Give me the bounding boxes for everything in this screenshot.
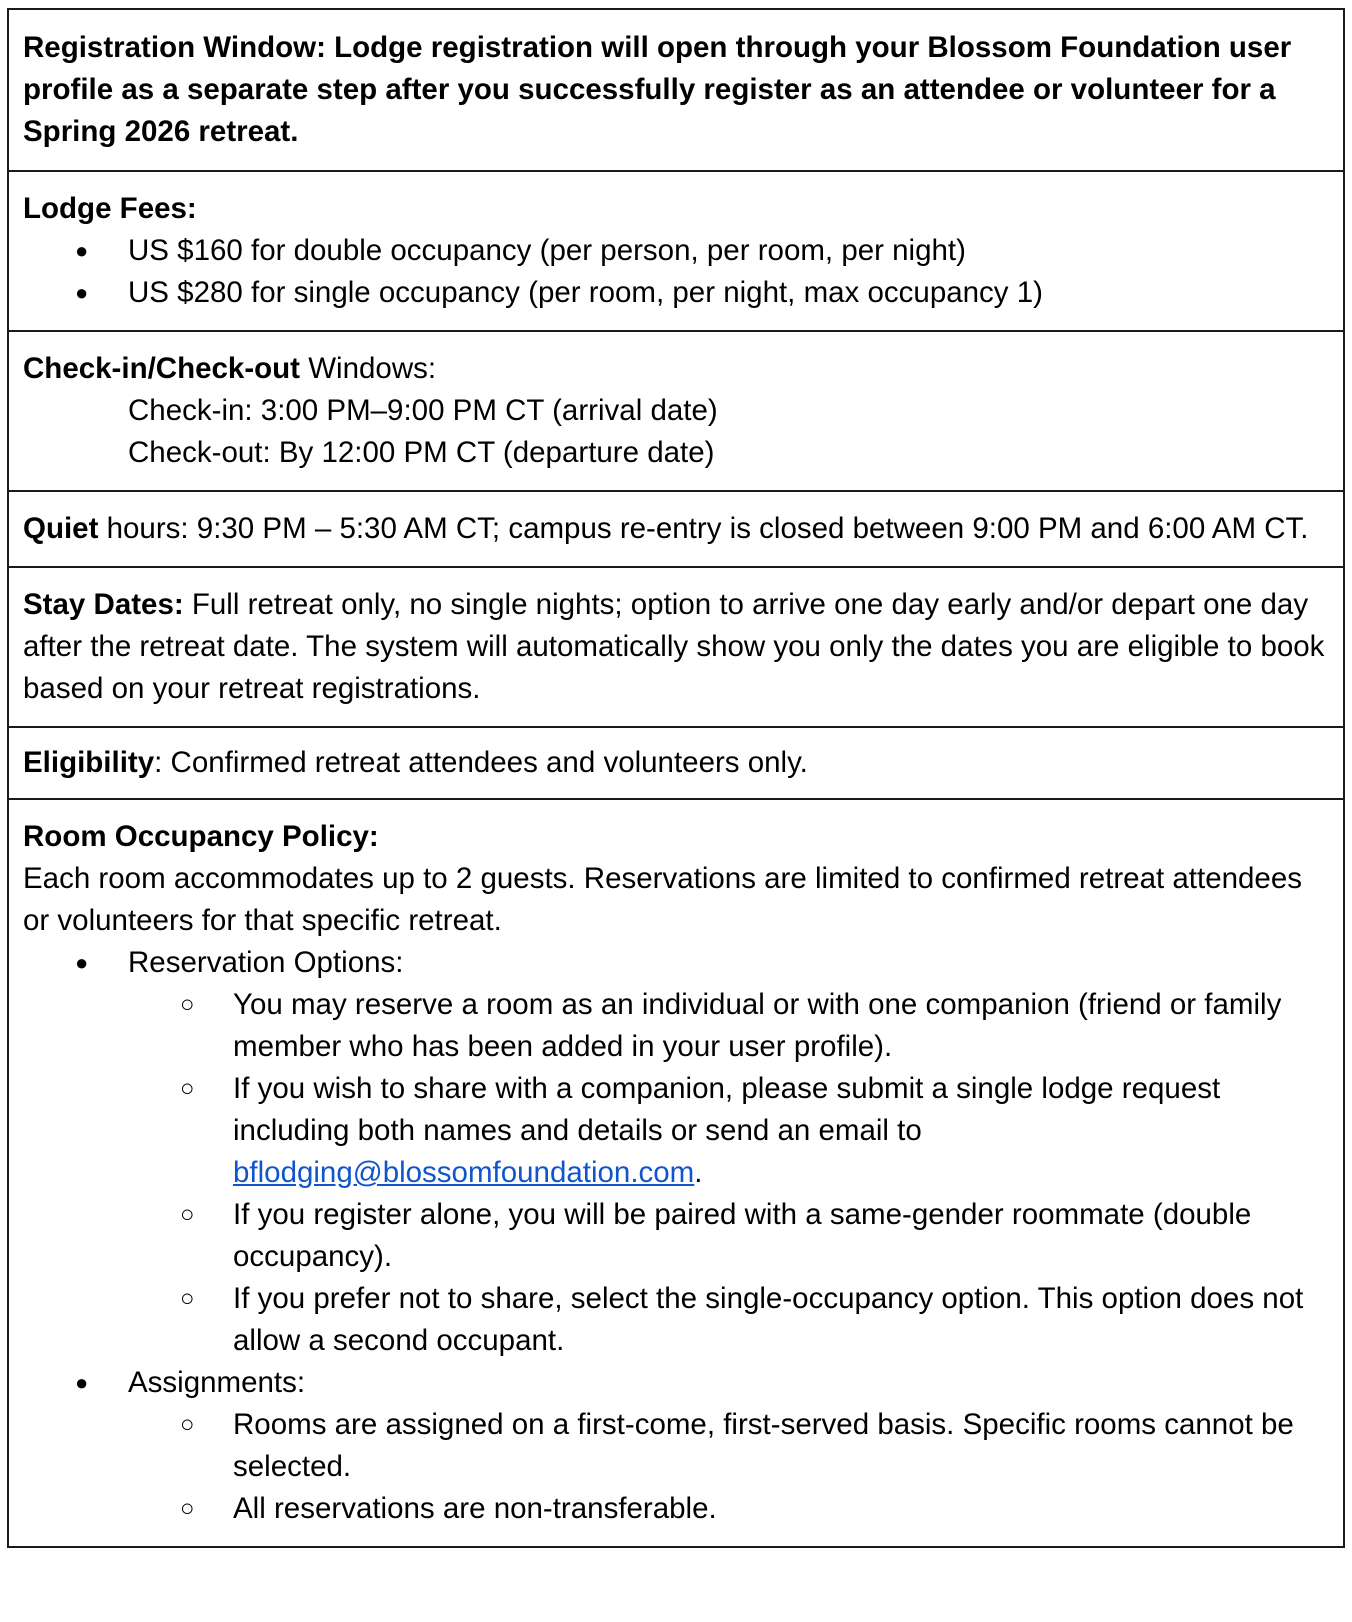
stay-dates-text: Full retreat only, no single nights; option to arrive one day early and/or depart one day after the retreat date. The system will automatically show you only the dates you are eligible to book based on your retreat registrations. [23, 588, 1325, 705]
fee-single: US $280 for single occupancy (per room, per night, max occupancy 1) [128, 276, 1043, 309]
assignments-label: Assignments: [128, 1366, 306, 1399]
list-item [128, 984, 1329, 1068]
bullet-icon: ● [75, 238, 89, 263]
list-item [128, 1488, 1329, 1530]
stay-dates-label: Stay Dates: [23, 588, 184, 621]
hollow-bullet-icon: ○ [180, 1285, 195, 1312]
quiet-hours-label: Quiet [23, 512, 99, 545]
room-occupancy-cell [7, 800, 1345, 1548]
bullet-icon: ● [75, 950, 89, 975]
registration-window-text: Registration Window: Lodge registration will open through your Blossom Foundation user profile as a separate step after you successfully register as an attendee or volunteer for a Spring 2026 retreat. [23, 31, 1292, 148]
list-item [128, 1278, 1329, 1362]
hollow-bullet-icon: ○ [180, 991, 195, 1018]
assignment-non-transferable: All reservations are non-transferable. [233, 1492, 717, 1525]
hollow-bullet-icon: ○ [180, 1075, 195, 1102]
check-windows-heading-rest: Windows: [300, 352, 437, 385]
lodge-policy-table [7, 8, 1345, 1548]
lodge-fees-list [23, 230, 1329, 314]
hollow-bullet-icon: ○ [180, 1201, 195, 1228]
eligibility-text: : Confirmed retreat attendees and volunteers only. [154, 746, 808, 779]
check-windows-cell [7, 332, 1345, 492]
option-individual: You may reserve a room as an individual or with one companion (friend or family member who has been added in your user profile). [233, 988, 1282, 1063]
option-share-after: . [694, 1156, 703, 1189]
stay-dates-cell [7, 568, 1345, 728]
email-link[interactable]: bflodging@blossomfoundation.com [233, 1156, 695, 1189]
room-occupancy-list [23, 942, 1329, 1530]
eligibility-cell [7, 728, 1345, 800]
quiet-hours-cell [7, 492, 1345, 568]
option-register-alone: If you register alone, you will be paired with a same-gender roommate (double occupancy). [233, 1198, 1252, 1273]
list-item [128, 1404, 1329, 1488]
checkin-time: Check-in: 3:00 PM–9:00 PM CT (arrival date) [128, 394, 718, 427]
checkout-time: Check-out: By 12:00 PM CT (departure date) [128, 436, 715, 469]
fee-double: US $160 for double occupancy (per person, per room, per night) [128, 234, 966, 267]
bullet-icon: ● [75, 1370, 89, 1395]
reservation-options-list [128, 984, 1329, 1362]
hollow-bullet-icon: ○ [180, 1411, 195, 1438]
hollow-bullet-icon: ○ [180, 1495, 195, 1522]
registration-window-cell [7, 8, 1345, 172]
assignment-first-come: Rooms are assigned on a first-come, first-served basis. Specific rooms cannot be selected. [233, 1408, 1294, 1483]
reservation-options-label: Reservation Options: [128, 946, 404, 979]
lodge-fees-cell [7, 172, 1345, 332]
list-item [128, 1194, 1329, 1278]
check-windows-heading-bold: Check-in/Check-out [23, 352, 301, 385]
list-item [128, 1068, 1329, 1194]
list-item [23, 942, 1329, 1362]
list-item [23, 230, 1329, 272]
eligibility-label: Eligibility [23, 746, 155, 779]
lodge-fees-heading: Lodge Fees: [23, 192, 197, 225]
bullet-icon: ● [75, 280, 89, 305]
room-occupancy-intro: Each room accommodates up to 2 guests. Reservations are limited to confirmed retreat attendees or volunteers for that specific retreat. [23, 862, 1302, 937]
option-share-before: If you wish to share with a companion, please submit a single lodge request including both names and details or send an email to [233, 1072, 1221, 1147]
list-item [23, 1362, 1329, 1530]
check-windows-heading [23, 348, 1329, 390]
list-item [23, 272, 1329, 314]
room-occupancy-heading: Room Occupancy Policy: [23, 820, 379, 853]
assignments-list [128, 1404, 1329, 1530]
quiet-hours-text: hours: 9:30 PM – 5:30 AM CT; campus re-entry is closed between 9:00 PM and 6:00 AM CT. [98, 512, 1309, 545]
option-single: If you prefer not to share, select the single-occupancy option. This option does not allow a second occupant. [233, 1282, 1304, 1357]
